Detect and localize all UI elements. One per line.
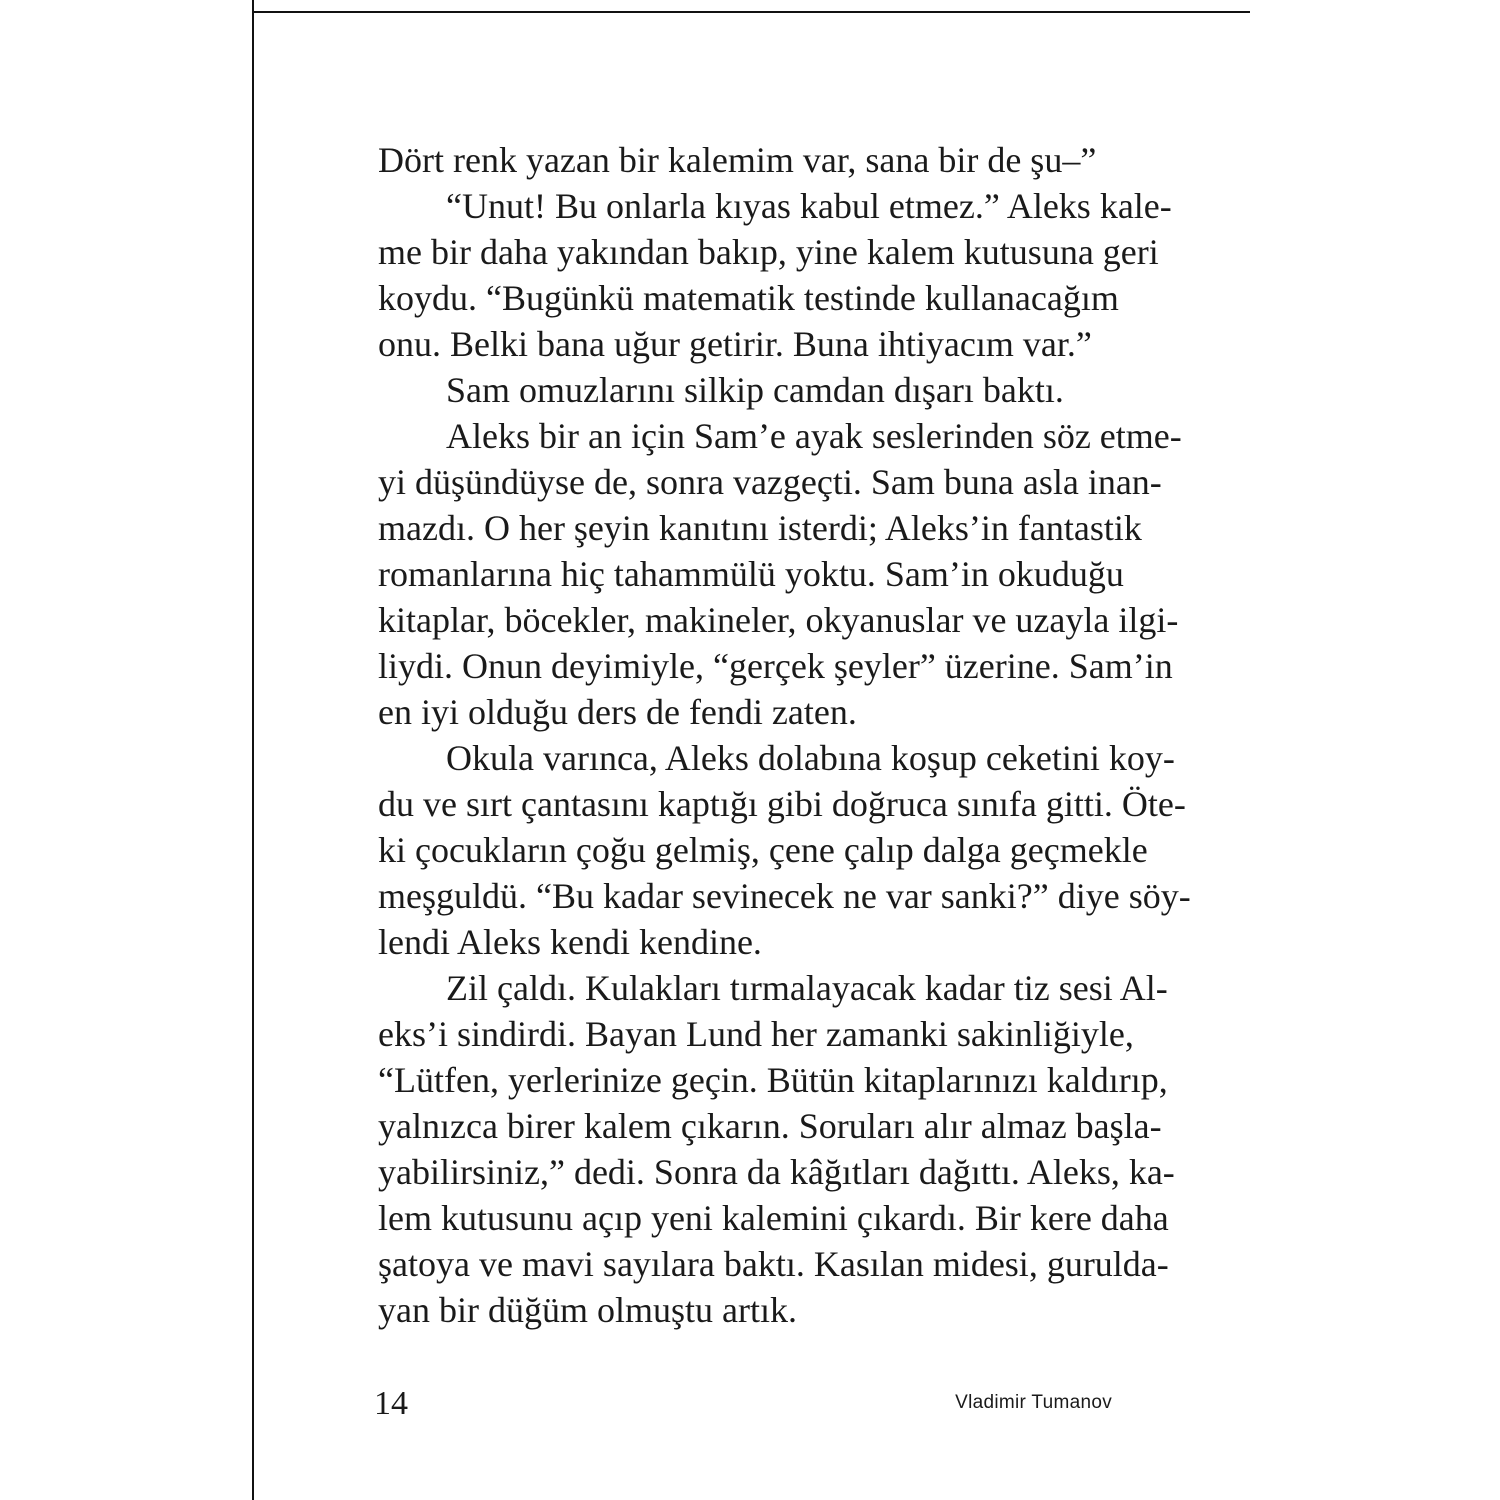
page-top-edge bbox=[252, 11, 1250, 13]
text-line: du ve sırt çantasını kaptığı gibi doğruca sınıfa gitti. Öte- bbox=[378, 784, 1186, 824]
text-line: lendi Aleks kendi kendine. bbox=[378, 922, 762, 962]
text-line: Sam omuzlarını silkip camdan dışarı baktı. bbox=[446, 370, 1064, 410]
text-line: lem kutusunu açıp yeni kalemini çıkardı. Bir kere daha bbox=[378, 1198, 1169, 1238]
text-line: eks’i sindirdi. Bayan Lund her zamanki sakinliğiyle, bbox=[378, 1014, 1134, 1054]
text-line: Aleks bir an için Sam’e ayak seslerinden söz etme- bbox=[446, 416, 1182, 456]
text-line: liydi. Onun deyimiyle, “gerçek şeyler” üzerine. Sam’in bbox=[378, 646, 1173, 686]
text-line: “Unut! Bu onlarla kıyas kabul etmez.” Aleks kale- bbox=[446, 186, 1172, 226]
text-line: Dört renk yazan bir kalemim var, sana bir de şu–” bbox=[378, 140, 1097, 180]
body-text bbox=[378, 137, 1191, 1333]
text-line: me bir daha yakından bakıp, yine kalem kutusuna geri bbox=[378, 232, 1159, 272]
text-line: en iyi olduğu ders de fendi zaten. bbox=[378, 692, 857, 732]
text-line: koydu. “Bugünkü matematik testinde kullanacağım bbox=[378, 278, 1119, 318]
text-line: onu. Belki bana uğur getirir. Buna ihtiyacım var.” bbox=[378, 324, 1092, 364]
text-line: yi düşündüyse de, sonra vazgeçti. Sam buna asla inan- bbox=[378, 462, 1162, 502]
text-line: ki çocukların çoğu gelmiş, çene çalıp dalga geçmekle bbox=[378, 830, 1148, 870]
text-line: romanlarına hiç tahammülü yoktu. Sam’in okuduğu bbox=[378, 554, 1124, 594]
text-line: yalnızca birer kalem çıkarın. Soruları alır almaz başla- bbox=[378, 1106, 1162, 1146]
text-line: kitaplar, böcekler, makineler, okyanuslar ve uzayla ilgi- bbox=[378, 600, 1179, 640]
page-left-edge bbox=[252, 0, 254, 1500]
page-number: 14 bbox=[374, 1385, 408, 1422]
text-line: mazdı. O her şeyin kanıtını isterdi; Aleks’in fantastik bbox=[378, 508, 1142, 548]
text-line: şatoya ve mavi sayılara baktı. Kasılan midesi, gurulda- bbox=[378, 1244, 1169, 1284]
text-line: Okula varınca, Aleks dolabına koşup ceketini koy- bbox=[446, 738, 1175, 778]
text-line: meşguldü. “Bu kadar sevinecek ne var sanki?” diye söy- bbox=[378, 876, 1191, 916]
text-line: Zil çaldı. Kulakları tırmalayacak kadar tiz sesi Al- bbox=[446, 968, 1168, 1008]
text-line: yan bir düğüm olmuştu artık. bbox=[378, 1290, 797, 1330]
author-name: Vladimir Tumanov bbox=[955, 1392, 1112, 1413]
text-line: “Lütfen, yerlerinize geçin. Bütün kitaplarınızı kaldırıp, bbox=[378, 1060, 1168, 1100]
text-line: yabilirsiniz,” dedi. Sonra da kâğıtları dağıttı. Aleks, ka- bbox=[378, 1152, 1175, 1192]
